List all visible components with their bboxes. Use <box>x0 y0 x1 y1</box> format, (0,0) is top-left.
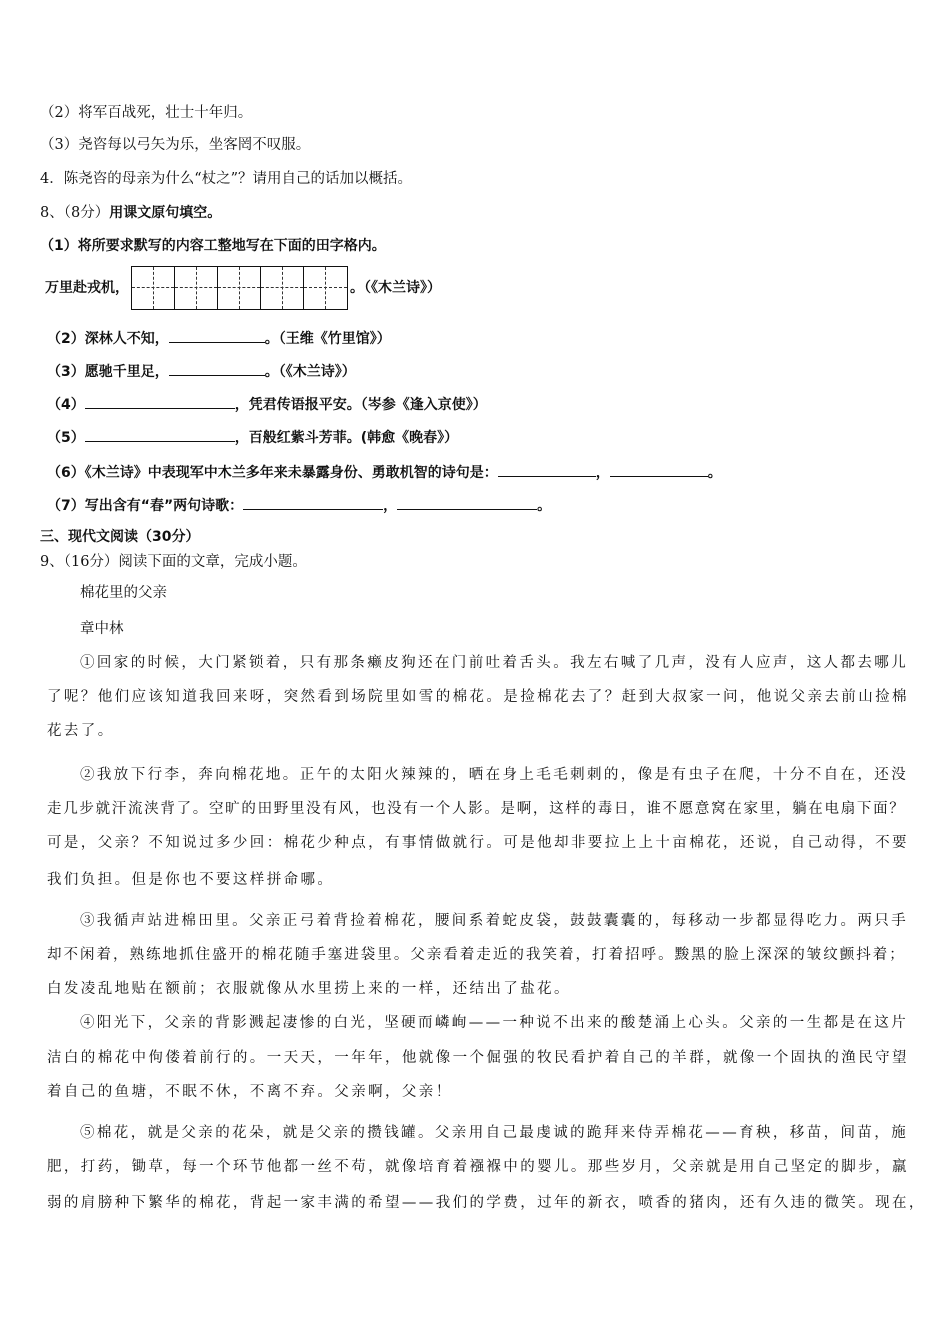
paragraph-line: 却不闲着，熟练地抓住盛开的棉花随手塞进袋里。父亲看着走近的我笑着，打着招呼。黢黑的脸上深深的皱纹颤抖着； <box>47 947 905 963</box>
answer-blank[interactable] <box>397 495 537 510</box>
item-text: ，百般红紫斗芳菲。(韩愈《晚春》） <box>234 430 459 446</box>
item-text: 。（王维《竹里馆》） <box>264 331 391 347</box>
item-text: （6）《木兰诗》中表现军中木兰多年来未暴露身份、勇敢机智的诗句是： <box>47 465 498 481</box>
answer-blank[interactable] <box>610 462 708 477</box>
paragraph-line: 弱的肩膀种下繁华的棉花，背起一家丰满的希望——我们的学费，过年的新衣，喷香的猪肉，还有久违的微笑。现在， <box>47 1195 926 1211</box>
paragraph-line: ④阳光下，父亲的背影溅起凄惨的白光，坚硬而嶙峋——一种说不出来的酸楚涌上心头。父亲的一生都是在这片 <box>80 1015 909 1031</box>
tianzige-grid[interactable] <box>131 266 348 310</box>
q8-header <box>40 203 221 223</box>
item-text: 。 <box>537 498 552 514</box>
paragraph-line: 花去了。 <box>47 723 115 739</box>
q8-grid-row <box>45 266 441 310</box>
item-text: （7）写出含有“春”两句诗歌： <box>47 498 244 514</box>
q7-question-4: 4．陈尧咨的母亲为什么“杖之”？请用自己的话加以概括。 <box>40 171 413 187</box>
answer-blank[interactable] <box>498 462 596 477</box>
grid-prefix: 万里赴戎机， <box>45 280 129 296</box>
item-text: （5） <box>47 430 85 446</box>
q8-item-3 <box>47 361 356 382</box>
item-text: （2）深林人不知， <box>47 331 169 347</box>
paragraph-line: ⑤棉花，就是父亲的花朵，就是父亲的攒钱罐。父亲用自己最虔诚的跪拜来侍弄棉花——育秧，移苗，间苗，施 <box>80 1125 909 1141</box>
q8-item-5 <box>47 427 458 448</box>
q9-instruction: 9、（16分）阅读下面的文章，完成小题。 <box>40 554 307 570</box>
q8-item-6 <box>47 462 722 483</box>
answer-blank[interactable] <box>85 427 235 442</box>
paragraph-line: 了呢？他们应该知道我回来呀，突然看到场院里如雪的棉花。是捡棉花去了？赶到大叔家一问，他说父亲去前山捡棉 <box>47 689 909 705</box>
item-text: （4） <box>47 397 85 413</box>
item-text: ， <box>595 465 610 481</box>
section-heading: 三、现代文阅读（30分） <box>40 529 200 545</box>
q8-item-2 <box>47 328 391 349</box>
answer-blank[interactable] <box>169 328 265 343</box>
article-title: 棉花里的父亲 <box>80 585 167 601</box>
answer-blank[interactable] <box>85 394 235 409</box>
answer-blank[interactable] <box>243 495 383 510</box>
paragraph-line: 走几步就汗流浃背了。空旷的田野里没有风，也没有一个人影。是啊，这样的毒日，谁不愿意窝在家里，躺在电扇下面？ <box>47 801 905 817</box>
paragraph-line: 白发凌乱地贴在额前；衣服就像从水里捞上来的一样，还结出了盐花。 <box>47 981 571 997</box>
paragraph-line: 洁白的棉花中佝偻着前行的。一天天，一年年，他就像一个倔强的牧民看护着自己的羊群，就像一个固执的渔民守望 <box>47 1050 909 1066</box>
item-text: （3）愿驰千里足， <box>47 364 169 380</box>
paragraph-line: 肥，打药，锄草，每一个环节他都一丝不苟，就像培育着襁褓中的婴儿。那些岁月，父亲就是用自己坚定的脚步，羸 <box>47 1159 909 1175</box>
item-text: ，凭君传语报平安。（岑参《逢入京使》） <box>234 397 487 413</box>
q7-item-2: （2）将军百战死，壮士十年归。 <box>40 105 253 121</box>
item-text: 。 <box>707 465 722 481</box>
item-text: 。（《木兰诗》） <box>264 364 356 380</box>
paragraph-line: ③我循声站进棉田里。父亲正弓着背捡着棉花，腰间系着蛇皮袋，鼓鼓囊囊的，每移动一步都显得吃力。两只手 <box>80 913 909 929</box>
paragraph-line: 我们负担。但是你也不要这样拼命哪。 <box>47 872 335 888</box>
q8-sub1: （1）将所要求默写的内容工整地写在下面的田字格内。 <box>40 238 386 254</box>
paragraph-line: 着自己的鱼塘，不眠不休，不离不弃。父亲啊，父亲！ <box>47 1084 453 1100</box>
paragraph-line: ②我放下行李，奔向棉花地。正午的太阳火辣辣的，晒在身上毛毛刺刺的，像是有虫子在爬，十分不自在，还没 <box>80 767 909 783</box>
q8-item-4 <box>47 394 487 415</box>
item-text: ， <box>383 498 398 514</box>
q8-title: 用课文原句填空。 <box>109 205 222 221</box>
q8-number: 8、（8分） <box>40 205 110 221</box>
grid-suffix: 。（《木兰诗》） <box>350 280 441 296</box>
paragraph-line: ①回家的时候，大门紧锁着，只有那条癞皮狗还在门前吐着舌头。我左右喊了几声，没有人应声，这人都去哪儿 <box>80 655 909 671</box>
article-author: 章中林 <box>80 621 124 637</box>
paragraph-line: 可是，父亲？不知说过多少回：棉花少种点，有事情做就行。可是他却非要拉上上十亩棉花，还说，自己动得，不要 <box>47 835 909 851</box>
q8-item-7 <box>47 495 551 516</box>
answer-blank[interactable] <box>169 361 265 376</box>
q7-item-3: （3）尧咨每以弓矢为乐，坐客罔不叹服。 <box>40 137 311 153</box>
